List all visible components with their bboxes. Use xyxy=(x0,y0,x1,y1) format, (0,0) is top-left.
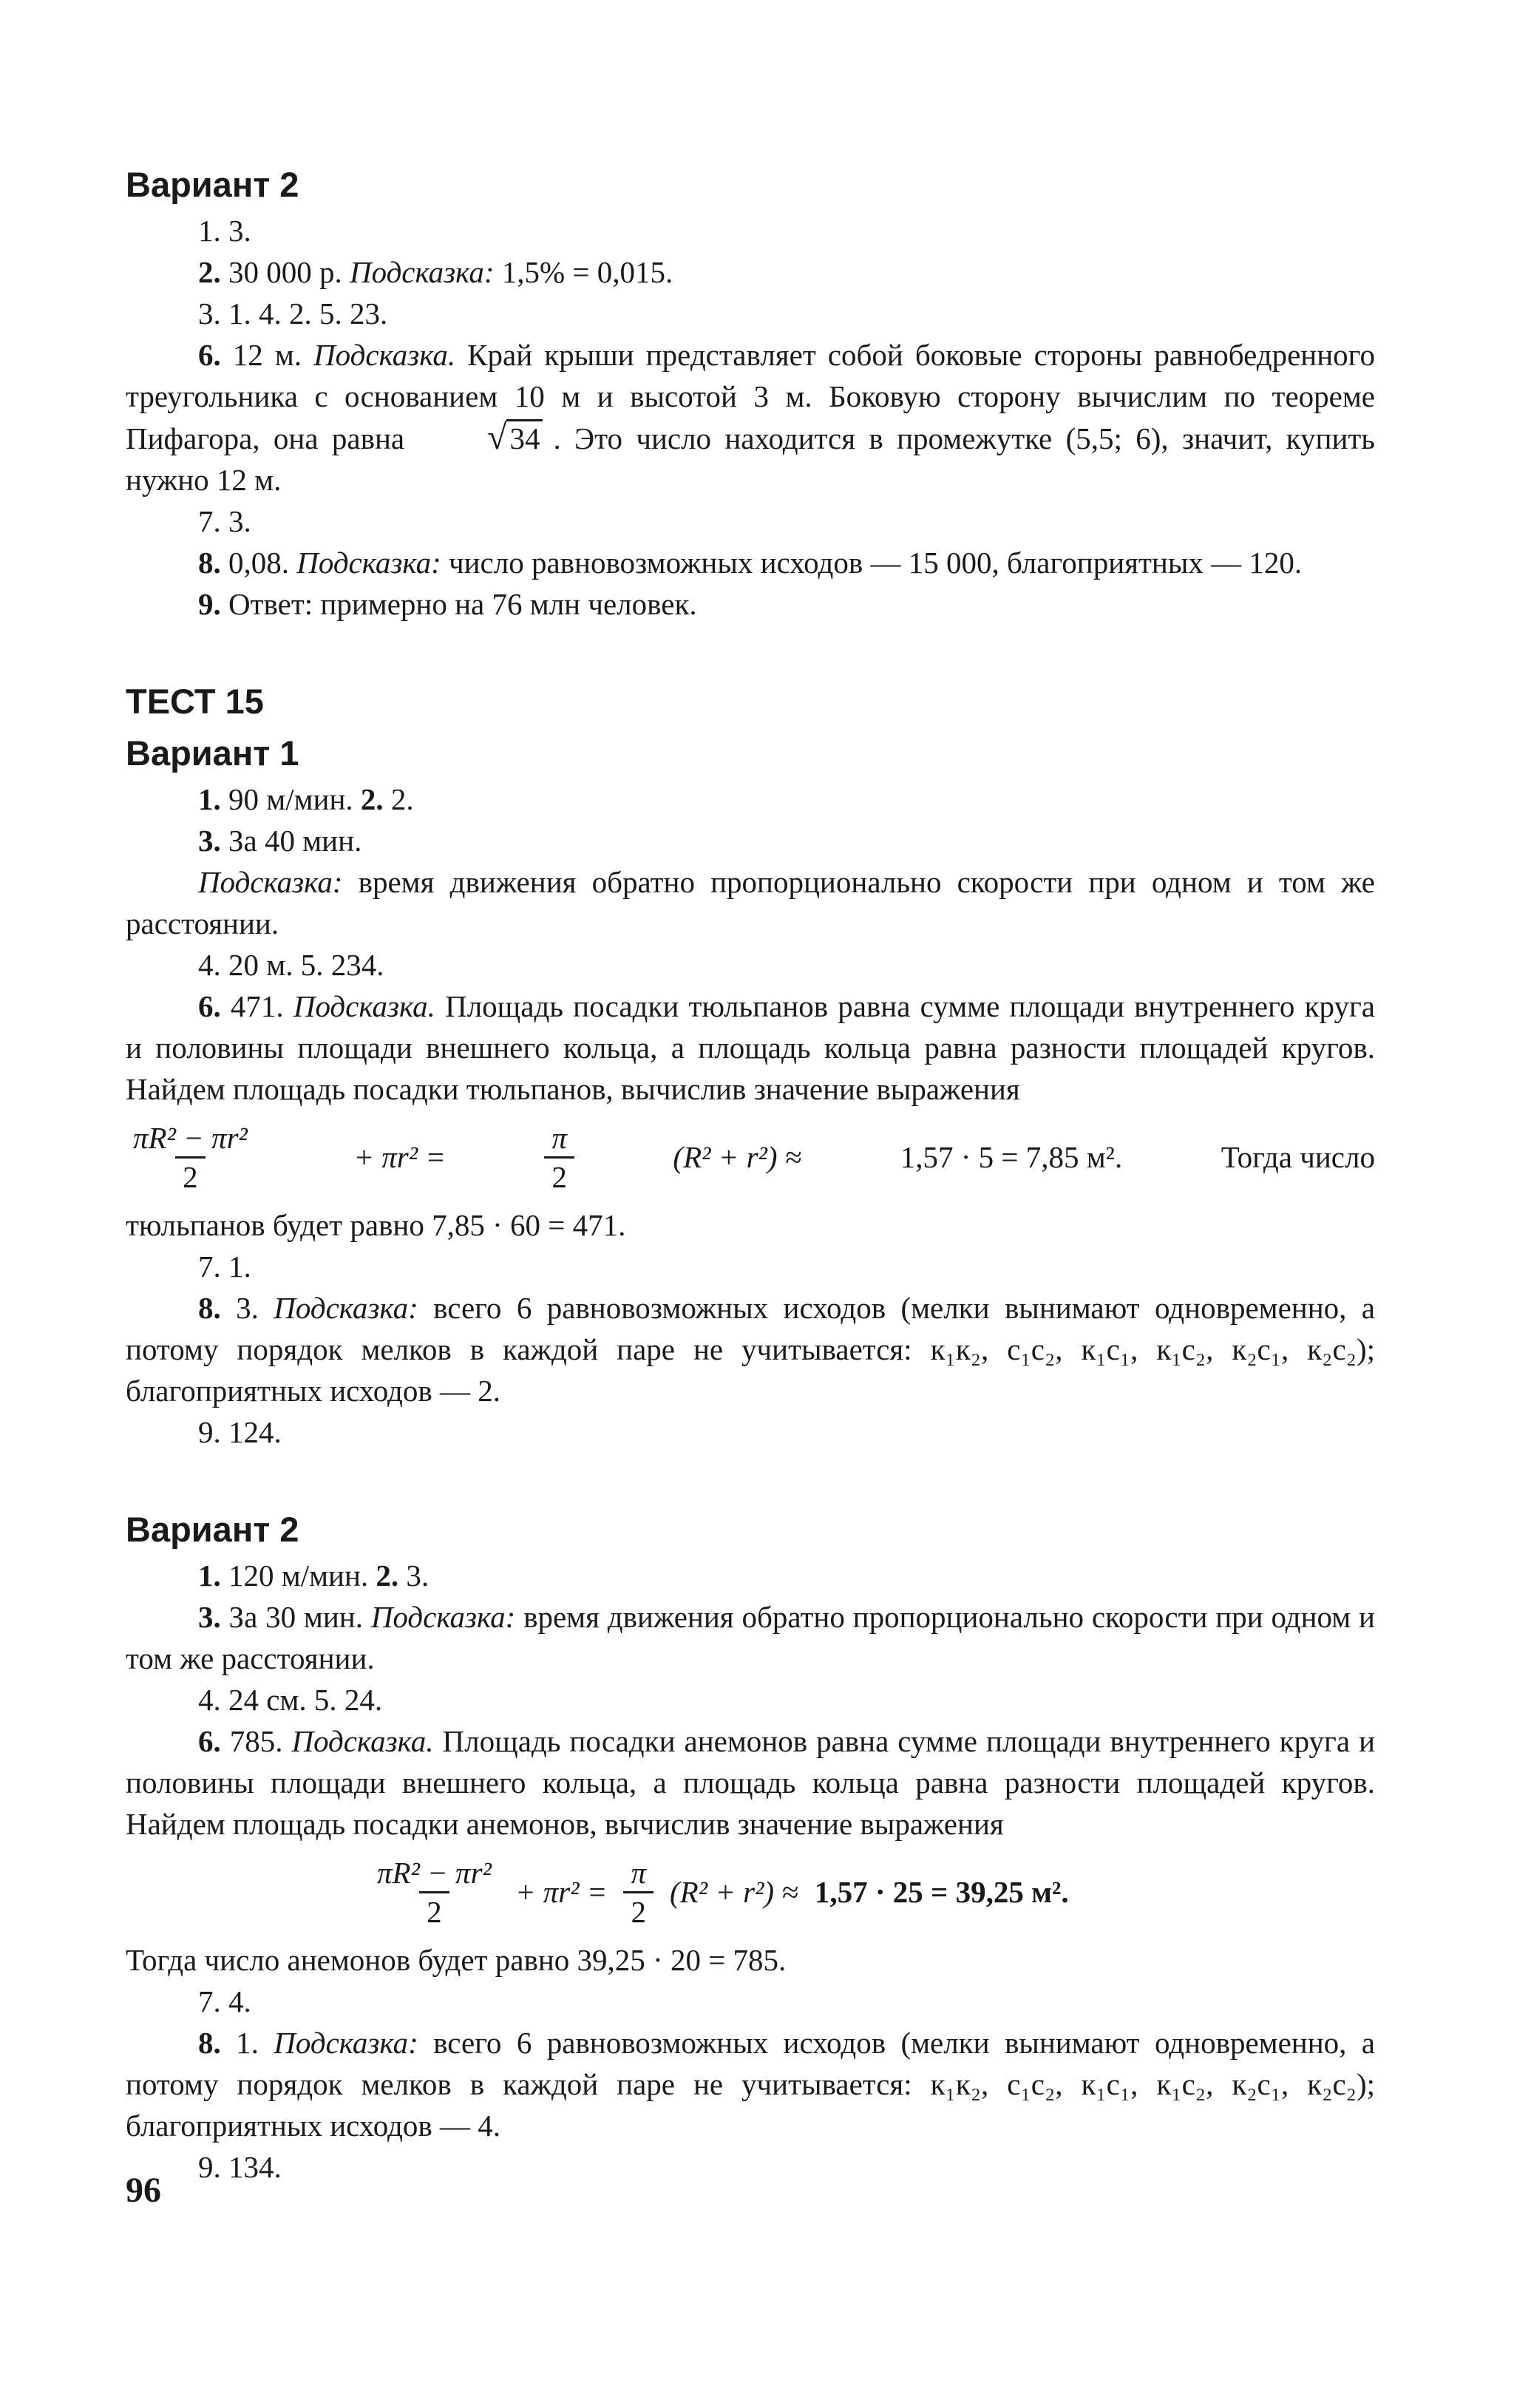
answer-3-hint-label: Подсказка: xyxy=(198,865,343,899)
answer-8-text-b: всего 6 равновозможных исходов (мелки вынимают одновременно, а потому порядок мелков в каждой паре не учитывается: к₁к₂, с₁с₂, к₁с₁, к₁с₂, к₂с₁, к₂с₂); благоприятных исходов — 4. xyxy=(126,2026,1376,2143)
answer-4-5: 4. 20 м. 5. 234. xyxy=(198,948,384,982)
answer-7: 7. 3. xyxy=(198,504,251,538)
variant-2-top-heading: Вариант 2 xyxy=(126,165,299,204)
answer-2-text: 3. xyxy=(398,1559,430,1593)
test-15-heading: ТЕСТ 15 xyxy=(126,682,264,721)
answer-6-number: 6. xyxy=(198,989,221,1023)
answer-1-text: 90 м/мин. xyxy=(220,782,361,816)
answer-6-text-a: 785. xyxy=(220,1724,292,1758)
answer-8 xyxy=(126,2022,1375,2146)
answer-3 xyxy=(126,820,1375,861)
test-15-variant-2-section xyxy=(126,1507,1375,2188)
formula-result: 1,57 · 25 = 39,25 м². xyxy=(814,1875,1069,1909)
answer-9-text: Ответ: примерно на 76 млн человек. xyxy=(220,587,697,621)
answer-1: 1. 3. xyxy=(198,214,251,248)
formula-then: Тогда число xyxy=(1221,1140,1375,1174)
answer-6-text-a: 471. xyxy=(220,989,293,1023)
answer-2-rest: 1,5% = 0,015. xyxy=(494,255,673,289)
formula-result: 1,57 · 5 = 7,85 м². xyxy=(900,1140,1123,1174)
answer-3-hint xyxy=(126,861,1375,944)
fraction-numerator: π xyxy=(551,1120,567,1155)
fraction-denominator: 2 xyxy=(544,1156,574,1195)
answer-3-text: За 30 мин. xyxy=(220,1600,371,1634)
answer-1 xyxy=(126,1555,1375,1596)
answer-3-rest: время движения обратно пропорционально скорости при одном и том же расстоянии. xyxy=(126,1600,1375,1675)
answer-2-text: 2. xyxy=(383,782,414,816)
answer-6-hint-label: Подсказка. xyxy=(291,1724,434,1758)
answer-1-number: 1. xyxy=(198,1559,221,1593)
test-15-variant-1-section xyxy=(126,731,1375,1453)
answer-9: 9. 134. xyxy=(198,2150,282,2184)
answer-9 xyxy=(126,583,1375,625)
answer-3-hint-label: Подсказка: xyxy=(370,1600,516,1634)
answer-8-text-b: всего 6 равновозможных исходов (мелки вынимают одновременно, а потому порядок мелков в каждой паре не учитывается: к₁к₂, с₁с₂, к₁с₁, к₁с₂, к₂с₁, к₂с₂); благоприятных исходов — 2. xyxy=(126,1291,1376,1408)
fraction-denominator: 2 xyxy=(175,1156,206,1195)
answer-8 xyxy=(126,1287,1375,1411)
fraction-numerator: πR² − πr² xyxy=(133,1120,248,1155)
answer-7: 7. 1. xyxy=(198,1249,251,1283)
answer-8-hint-label: Подсказка: xyxy=(296,546,441,580)
answer-3 xyxy=(126,1596,1375,1679)
variant-2-top-section xyxy=(126,163,1375,625)
answer-1-text: 120 м/мин. xyxy=(220,1559,376,1593)
answer-6-text-c: . Это число находится в промежутке (5,5; 6), значит, купить нужно 12 м. xyxy=(126,421,1375,497)
fraction-numerator: πR² − πr² xyxy=(377,1855,492,1890)
formula-anemones xyxy=(126,1845,1375,1939)
answer-3-text: За 40 мин. xyxy=(220,824,362,858)
fraction-pi-half xyxy=(623,1854,654,1930)
answer-2-text: 30 000 р. xyxy=(220,255,350,289)
answer-9-number: 9. xyxy=(198,587,221,621)
answer-6-continuation: Тогда число анемонов будет равно 39,25 · 20 = 785. xyxy=(126,1943,787,1977)
paren-term: (R² + r²) ≈ xyxy=(673,1140,802,1174)
plus-term: + πr² = xyxy=(515,1875,608,1909)
answer-2-hint-label: Подсказка: xyxy=(350,255,495,289)
fraction-denominator: 2 xyxy=(623,1891,654,1930)
answer-2-number: 2. xyxy=(198,255,221,289)
answer-6-text-b: Площадь посадки тюльпанов равна сумме площади внутреннего круга и половины площади внешнего кольца, а площадь кольца равна разности площадей кругов. Найдем площадь посадки тюльпанов, вычислив значение выражения xyxy=(126,989,1375,1106)
answer-8-hint-label: Подсказка: xyxy=(274,1291,418,1325)
page-number: 96 xyxy=(126,2171,161,2210)
answer-1-number: 1. xyxy=(198,782,221,816)
answer-6 xyxy=(126,334,1375,501)
answer-6-text-b: Площадь посадки анемонов равна сумме площади внутреннего круга и половины площади внешнего кольца, а площадь кольца равна разности площадей кругов. Найдем площадь посадки анемонов, вычислив значение выражения xyxy=(126,1724,1376,1841)
formula-tulips xyxy=(126,1110,1375,1204)
answer-8-number: 8. xyxy=(198,546,221,580)
answer-8-text-a: 1. xyxy=(220,2026,274,2060)
answer-8-text-a: 3. xyxy=(220,1291,274,1325)
fraction-ring xyxy=(126,1119,255,1195)
sqrt-34 xyxy=(415,417,543,459)
answer-6-text-a: 12 м. xyxy=(220,338,314,372)
page-content xyxy=(126,155,1375,2188)
answer-9: 9. 124. xyxy=(198,1415,282,1449)
answer-8-number: 8. xyxy=(198,2026,221,2060)
answer-8-text-a: 0,08. xyxy=(220,546,297,580)
variant-1-heading: Вариант 1 xyxy=(126,733,299,773)
answer-8 xyxy=(126,542,1375,583)
sqrt-symbol: √ xyxy=(487,418,507,457)
answer-7: 7. 4. xyxy=(198,1984,251,2018)
paren-term: (R² + r²) ≈ xyxy=(670,1875,798,1909)
answer-6-hint-label: Подсказка. xyxy=(313,338,456,372)
answer-3: 3. 1. 4. 2. 5. 23. xyxy=(198,296,388,330)
answer-6-continuation: тюльпанов будет равно 7,85 · 60 = 471. xyxy=(126,1208,626,1242)
fraction-numerator: π xyxy=(631,1855,647,1890)
answer-6 xyxy=(126,1720,1375,1845)
answer-8-hint-label: Подсказка: xyxy=(274,2026,418,2060)
answer-3-number: 3. xyxy=(198,824,221,858)
answer-8-text-b: число равновозможных исходов — 15 000, благоприятных — 120. xyxy=(441,546,1303,580)
answer-6-number: 6. xyxy=(198,338,221,372)
plus-term: + πr² = xyxy=(353,1140,446,1174)
sqrt-radicand: 34 xyxy=(506,419,543,455)
answer-3-hint-text: время движения обратно пропорционально скорости при одном и том же расстоянии. xyxy=(126,865,1375,940)
answer-8-number: 8. xyxy=(198,1291,221,1325)
answer-2-number: 2. xyxy=(360,782,384,816)
answer-2-number: 2. xyxy=(376,1559,399,1593)
answer-6-text-b: Край крыши представляет собой боковые стороны равнобедренного треугольника с основанием 10 м и высотой 3 м. Боковую сторону вычислим по теореме Пифагора, она равна xyxy=(126,338,1375,455)
answer-2 xyxy=(126,251,1375,293)
answer-4-5: 4. 24 см. 5. 24. xyxy=(198,1683,383,1717)
answer-3-number: 3. xyxy=(198,1600,221,1634)
answer-1 xyxy=(126,779,1375,820)
variant-2-heading: Вариант 2 xyxy=(126,1510,299,1549)
fraction-pi-half xyxy=(544,1119,574,1195)
answer-6-hint-label: Подсказка. xyxy=(293,989,435,1023)
fraction-ring xyxy=(370,1854,499,1930)
answer-6 xyxy=(126,986,1375,1110)
answer-6-number: 6. xyxy=(198,1724,221,1758)
fraction-denominator: 2 xyxy=(419,1891,449,1930)
